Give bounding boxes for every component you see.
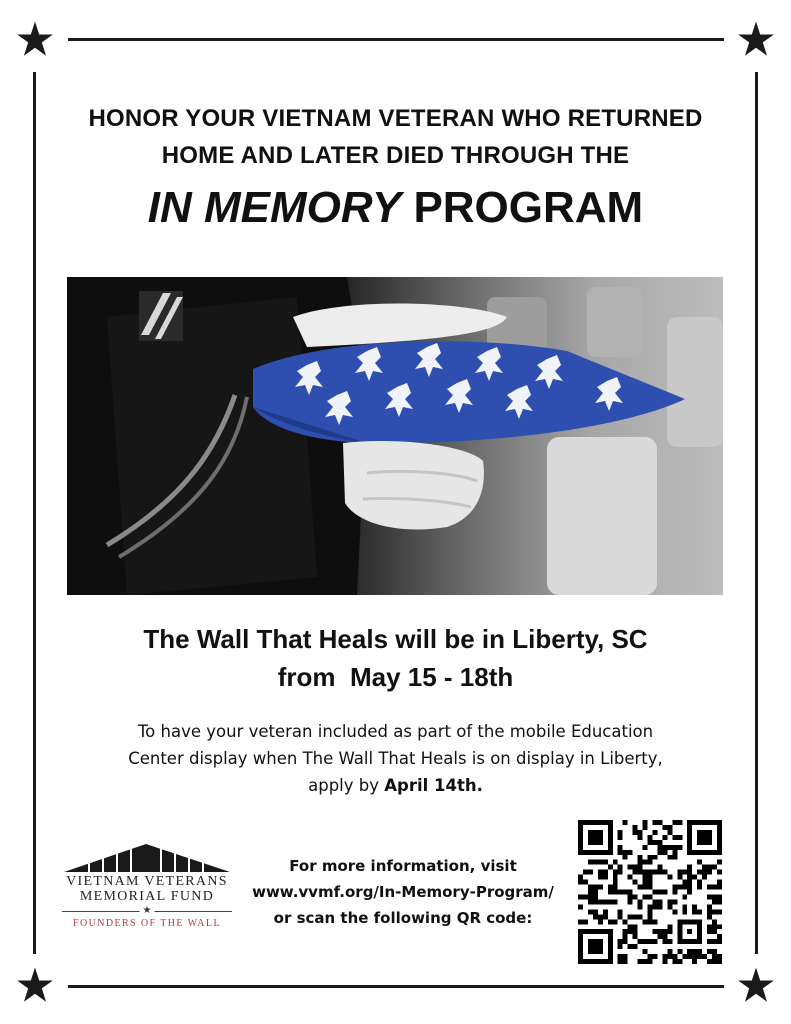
more-info-line-1: For more information, visit — [289, 857, 517, 875]
border-top — [68, 38, 724, 41]
folded-flag-photo — [67, 277, 723, 595]
vvmf-logo — [58, 838, 236, 938]
wall-logo-icon — [58, 838, 236, 874]
border-right — [755, 72, 758, 954]
star-icon-bottom-right — [737, 966, 775, 1004]
logo-divider — [62, 905, 232, 916]
more-info-line-3: or scan the following QR code: — [273, 909, 533, 927]
logo-org-line-1: VIETNAM VETERANS — [66, 874, 228, 889]
apply-line-2: Center display when The Wall That Heals is on display in Liberty, — [128, 749, 663, 768]
logo-tagline: FOUNDERS OF THE WALL — [73, 918, 221, 929]
apply-paragraph — [80, 718, 711, 799]
more-info — [236, 853, 570, 931]
qr-code[interactable] — [578, 820, 722, 964]
headline — [40, 100, 751, 174]
program-title-italic: IN MEMORY — [147, 183, 402, 232]
apply-line-3-prefix: apply by — [308, 776, 379, 795]
star-icon-top-right — [737, 20, 775, 58]
more-info-url[interactable]: www.vvmf.org/In-Memory-Program/ — [252, 883, 554, 901]
program-title — [40, 180, 751, 236]
headline-line-2: HOME AND LATER DIED THROUGH THE — [161, 142, 630, 169]
program-title-rest: PROGRAM — [413, 183, 644, 232]
headline-line-1: HONOR YOUR VIETNAM VETERAN WHO RETURNED — [88, 105, 703, 132]
apply-deadline: April 14th. — [384, 776, 483, 795]
star-icon-top-left — [16, 20, 54, 58]
logo-star-icon: ★ — [140, 904, 155, 918]
event-line-2: from May 15 - 18th — [277, 662, 514, 692]
logo-org-line-2: MEMORIAL FUND — [79, 889, 215, 904]
event-line-1: The Wall That Heals will be in Liberty, SC — [143, 624, 648, 654]
apply-line-3 — [80, 772, 711, 799]
border-left — [33, 72, 36, 954]
star-icon-bottom-left — [16, 966, 54, 1004]
event-info — [40, 620, 751, 696]
border-bottom — [68, 985, 724, 988]
apply-line-1: To have your veteran included as part of the mobile Education — [137, 722, 654, 741]
